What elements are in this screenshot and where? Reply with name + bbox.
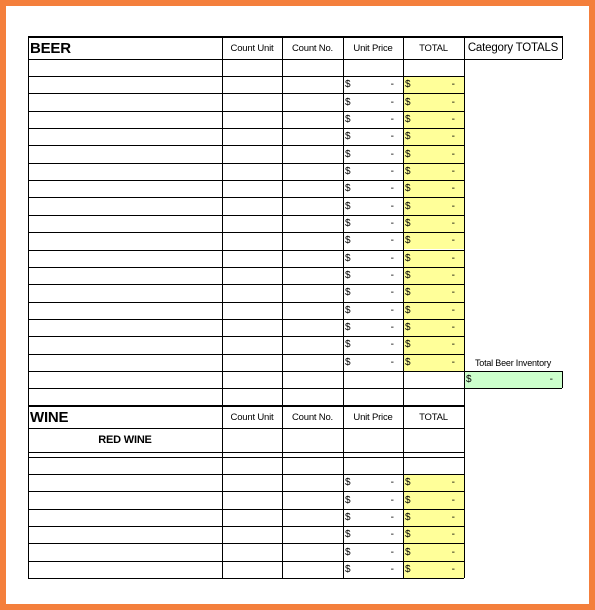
inventory-sheet [6, 6, 589, 604]
beer-total-cell[interactable] [403, 215, 464, 232]
wine-total-cell[interactable] [403, 509, 464, 526]
unit-price-currency: $ [345, 252, 351, 264]
beer-unit-price-cell[interactable] [343, 250, 403, 267]
grid-hline [28, 371, 464, 372]
grid-hline [28, 526, 464, 527]
total-value: - [451, 304, 455, 316]
unit-price-currency: $ [345, 339, 351, 351]
total-currency: $ [405, 270, 411, 282]
unit-price-value: - [390, 546, 394, 558]
wine-unit-price-cell[interactable] [343, 491, 403, 508]
beer-total-cell[interactable] [403, 302, 464, 319]
wine-total-cell[interactable] [403, 526, 464, 543]
grid-vline [464, 36, 465, 406]
total-value: - [451, 287, 455, 299]
unit-price-currency: $ [345, 235, 351, 247]
grid-hline [28, 284, 464, 285]
unit-price-currency: $ [345, 79, 351, 91]
total-beer-inventory-currency: $ [466, 374, 472, 385]
unit-price-currency: $ [345, 494, 351, 506]
beer-unit-price-cell[interactable] [343, 354, 403, 371]
category-totals-header: Category TOTALS [467, 42, 559, 54]
total-value: - [451, 494, 455, 506]
total-value: - [451, 339, 455, 351]
total-value: - [451, 235, 455, 247]
total-value: - [451, 183, 455, 195]
unit-price-value: - [390, 217, 394, 229]
grid-vline [343, 36, 344, 406]
unit-price-value: - [390, 148, 394, 160]
wine-section-title: WINE [30, 408, 69, 426]
total-value: - [451, 148, 455, 160]
beer-unit-price-cell[interactable] [343, 76, 403, 93]
grid-hline [28, 319, 464, 320]
wine-count-unit-header: Count Unit [230, 411, 274, 423]
total-value: - [451, 356, 455, 368]
grid-vline [282, 405, 283, 578]
grid-hline [28, 93, 464, 94]
beer-unit-price-cell[interactable] [343, 319, 403, 336]
grid-hline [28, 215, 464, 216]
beer-unit-price-cell[interactable] [343, 145, 403, 162]
total-value: - [451, 270, 455, 282]
beer-unit-price-cell[interactable] [343, 267, 403, 284]
grid-hline [28, 232, 464, 233]
total-currency: $ [405, 200, 411, 212]
grid-hline [28, 36, 562, 38]
beer-unit-price-cell[interactable] [343, 232, 403, 249]
unit-price-currency: $ [345, 148, 351, 160]
total-currency: $ [405, 165, 411, 177]
unit-price-currency: $ [345, 113, 351, 125]
grid-hline [28, 128, 464, 129]
unit-price-currency: $ [345, 270, 351, 282]
total-value: - [451, 546, 455, 558]
total-value: - [451, 165, 455, 177]
unit-price-currency: $ [345, 511, 351, 523]
total-currency: $ [405, 79, 411, 91]
grid-hline [28, 452, 464, 453]
beer-total-cell[interactable] [403, 145, 464, 162]
total-value: - [451, 529, 455, 541]
beer-unit-price-cell[interactable] [343, 302, 403, 319]
unit-price-value: - [390, 356, 394, 368]
unit-price-currency: $ [345, 183, 351, 195]
total-currency: $ [405, 252, 411, 264]
total-currency: $ [405, 148, 411, 160]
grid-hline [28, 578, 464, 579]
total-beer-inventory-label: Total Beer Inventory [474, 357, 552, 368]
wine-unit-price-cell[interactable] [343, 543, 403, 560]
total-value: - [451, 131, 455, 143]
unit-price-value: - [390, 270, 394, 282]
total-currency: $ [405, 511, 411, 523]
unit-price-value: - [390, 511, 394, 523]
wine-total-cell[interactable] [403, 491, 464, 508]
unit-price-value: - [390, 235, 394, 247]
beer-total-cell[interactable] [403, 93, 464, 110]
total-value: - [451, 511, 455, 523]
grid-hline [28, 163, 464, 164]
beer-unit-price-cell[interactable] [343, 111, 403, 128]
unit-price-value: - [390, 165, 394, 177]
total-beer-inventory-cell[interactable] [464, 371, 562, 388]
beer-total-cell[interactable] [403, 284, 464, 301]
unit-price-value: - [390, 183, 394, 195]
total-currency: $ [405, 183, 411, 195]
wine-unit-price-cell[interactable] [343, 561, 403, 578]
total-value: - [451, 217, 455, 229]
wine-unit-price-cell[interactable] [343, 474, 403, 491]
grid-hline [28, 509, 464, 510]
grid-hline [28, 388, 464, 389]
grid-hline [28, 197, 464, 198]
grid-vline [343, 405, 344, 578]
total-currency: $ [405, 304, 411, 316]
total-beer-inventory-value: - [549, 374, 553, 385]
total-value: - [451, 252, 455, 264]
unit-price-currency: $ [345, 200, 351, 212]
total-currency: $ [405, 563, 411, 575]
beer-unit-price-cell[interactable] [343, 163, 403, 180]
grid-hline [28, 405, 464, 407]
grid-hline [28, 474, 464, 475]
unit-price-value: - [390, 339, 394, 351]
beer-total-cell[interactable] [403, 111, 464, 128]
beer-count-unit-header: Count Unit [230, 42, 274, 54]
total-currency: $ [405, 477, 411, 489]
grid-vline [403, 405, 404, 578]
wine-total-cell[interactable] [403, 543, 464, 560]
unit-price-value: - [390, 494, 394, 506]
total-value: - [451, 79, 455, 91]
unit-price-value: - [390, 322, 394, 334]
grid-hline [28, 111, 464, 112]
beer-unit-price-header: Unit Price [353, 42, 393, 54]
unit-price-currency: $ [345, 217, 351, 229]
total-value: - [451, 563, 455, 575]
grid-vline [562, 371, 563, 388]
beer-unit-price-cell[interactable] [343, 93, 403, 110]
unit-price-value: - [390, 79, 394, 91]
beer-unit-price-cell[interactable] [343, 284, 403, 301]
unit-price-value: - [390, 563, 394, 575]
grid-hline [28, 250, 464, 251]
grid-hline [28, 267, 464, 268]
grid-hline [28, 145, 464, 146]
unit-price-value: - [390, 96, 394, 108]
unit-price-currency: $ [345, 131, 351, 143]
grid-vline [562, 36, 563, 59]
total-currency: $ [405, 113, 411, 125]
beer-total-cell[interactable] [403, 180, 464, 197]
unit-price-value: - [390, 131, 394, 143]
beer-count-no-header: Count No. [292, 42, 333, 54]
unit-price-value: - [390, 113, 394, 125]
grid-vline [403, 36, 404, 406]
unit-price-currency: $ [345, 356, 351, 368]
grid-hline [28, 561, 464, 562]
unit-price-value: - [390, 252, 394, 264]
grid-hline [28, 76, 464, 77]
total-currency: $ [405, 546, 411, 558]
unit-price-currency: $ [345, 165, 351, 177]
beer-unit-price-cell[interactable] [343, 197, 403, 214]
unit-price-currency: $ [345, 287, 351, 299]
grid-hline [28, 180, 464, 181]
beer-unit-price-cell[interactable] [343, 128, 403, 145]
grid-hline [464, 388, 562, 389]
beer-total-cell[interactable] [403, 163, 464, 180]
unit-price-currency: $ [345, 477, 351, 489]
beer-total-cell[interactable] [403, 76, 464, 93]
unit-price-value: - [390, 304, 394, 316]
unit-price-currency: $ [345, 546, 351, 558]
beer-total-cell[interactable] [403, 267, 464, 284]
wine-count-no-header: Count No. [292, 411, 333, 423]
grid-hline [28, 354, 464, 355]
total-currency: $ [405, 356, 411, 368]
grid-vline [222, 36, 223, 406]
beer-total-cell[interactable] [403, 319, 464, 336]
unit-price-value: - [390, 529, 394, 541]
grid-hline [28, 457, 464, 458]
total-currency: $ [405, 339, 411, 351]
unit-price-value: - [390, 477, 394, 489]
total-value: - [451, 200, 455, 212]
grid-vline [222, 405, 223, 578]
beer-total-cell[interactable] [403, 128, 464, 145]
beer-total-cell[interactable] [403, 250, 464, 267]
total-value: - [451, 322, 455, 334]
wine-total-cell[interactable] [403, 474, 464, 491]
total-currency: $ [405, 96, 411, 108]
grid-vline [282, 36, 283, 406]
wine-total-header: TOTAL [419, 411, 448, 423]
grid-hline [464, 371, 562, 372]
total-value: - [451, 96, 455, 108]
wine-unit-price-cell[interactable] [343, 509, 403, 526]
total-currency: $ [405, 322, 411, 334]
total-currency: $ [405, 494, 411, 506]
beer-total-cell[interactable] [403, 232, 464, 249]
wine-total-cell[interactable] [403, 561, 464, 578]
grid-hline [28, 543, 464, 544]
grid-hline [28, 59, 464, 60]
grid-hline [28, 428, 464, 429]
grid-hline [28, 336, 464, 337]
beer-total-header: TOTAL [419, 42, 448, 54]
unit-price-currency: $ [345, 304, 351, 316]
grid-hline [28, 491, 464, 492]
beer-total-cell[interactable] [403, 336, 464, 353]
unit-price-currency: $ [345, 96, 351, 108]
beer-unit-price-cell[interactable] [343, 180, 403, 197]
beer-total-cell[interactable] [403, 197, 464, 214]
total-currency: $ [405, 287, 411, 299]
beer-unit-price-cell[interactable] [343, 336, 403, 353]
grid-hline [28, 302, 464, 303]
unit-price-currency: $ [345, 322, 351, 334]
total-currency: $ [405, 529, 411, 541]
wine-unit-price-header: Unit Price [353, 411, 393, 423]
unit-price-value: - [390, 200, 394, 212]
total-currency: $ [405, 217, 411, 229]
wine-unit-price-cell[interactable] [343, 526, 403, 543]
beer-total-cell[interactable] [403, 354, 464, 371]
beer-unit-price-cell[interactable] [343, 215, 403, 232]
grid-vline [28, 36, 29, 406]
red-wine-subheader: RED WINE [98, 434, 152, 446]
total-value: - [451, 113, 455, 125]
grid-vline [464, 405, 465, 578]
unit-price-value: - [390, 287, 394, 299]
unit-price-currency: $ [345, 563, 351, 575]
grid-vline [28, 405, 29, 578]
unit-price-currency: $ [345, 529, 351, 541]
total-currency: $ [405, 235, 411, 247]
total-currency: $ [405, 131, 411, 143]
total-value: - [451, 477, 455, 489]
beer-section-title: BEER [30, 39, 71, 57]
